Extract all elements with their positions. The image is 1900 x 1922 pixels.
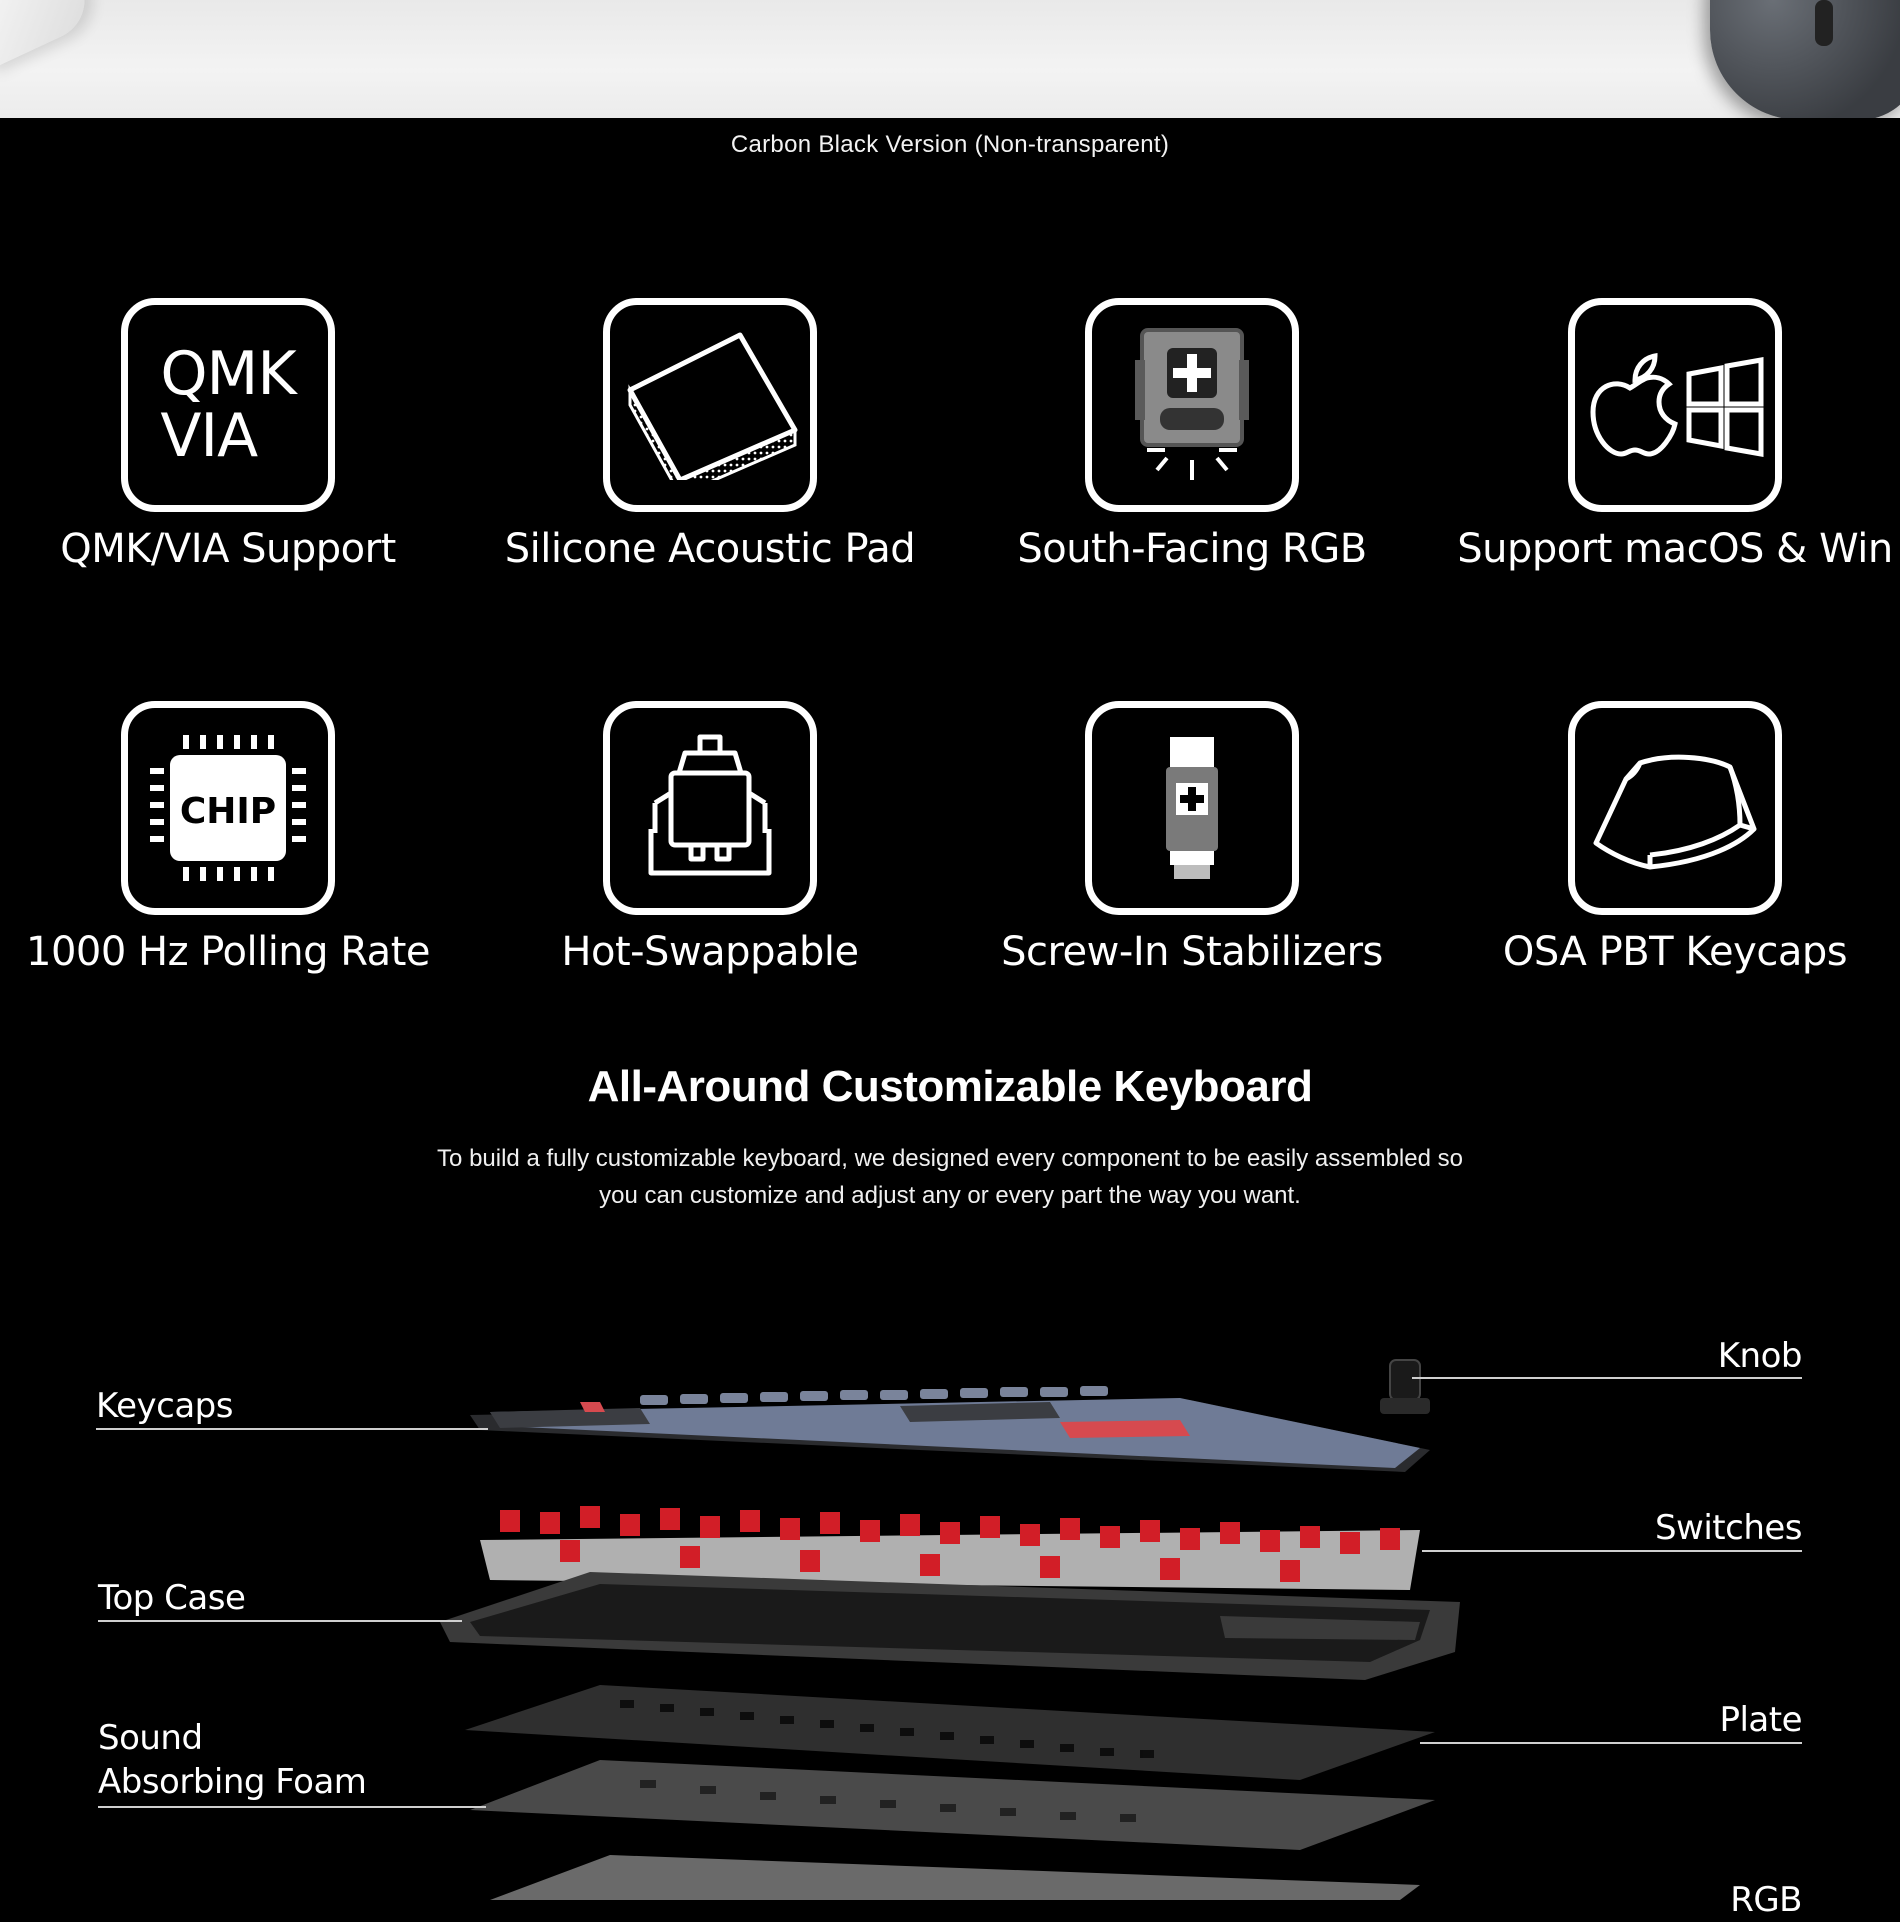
hero-image — [0, 0, 1900, 118]
label-knob: Knob — [1717, 1336, 1802, 1376]
leader-foam — [98, 1806, 486, 1808]
keycap-icon — [1568, 701, 1782, 915]
keycaps-layer — [470, 1360, 1430, 1472]
feature-label: 1000 Hz Polling Rate — [26, 929, 430, 975]
feature-label: QMK/VIA Support — [60, 526, 396, 572]
section-title: All-Around Customizable Keyboard — [587, 1062, 1313, 1111]
feature-label: Screw-In Stabilizers — [1001, 929, 1383, 975]
leader-plate — [1420, 1742, 1802, 1744]
via-icon-text: VIA — [160, 401, 258, 471]
feature-osa-keycaps — [1455, 701, 1895, 975]
leader-keycaps — [96, 1428, 488, 1430]
hero-product-corner — [0, 0, 98, 70]
feature-label: OSA PBT Keycaps — [1502, 929, 1848, 975]
pcb-layer — [490, 1855, 1420, 1900]
leader-knob — [1412, 1377, 1802, 1379]
label-top-case: Top Case — [98, 1578, 246, 1618]
hot-swap-switch-icon — [603, 701, 817, 915]
feature-polling-rate — [8, 701, 448, 975]
label-foam-line1: Sound — [98, 1718, 203, 1758]
qmk-icon-text: QMK — [160, 339, 296, 409]
feature-label: South-Facing RGB — [1017, 526, 1367, 572]
label-keycaps: Keycaps — [96, 1386, 233, 1426]
feature-label: Support macOS & Win — [1457, 526, 1893, 572]
label-rgb: RGB — [1730, 1880, 1802, 1920]
rgb-switch-icon — [1085, 298, 1299, 512]
leader-top-case — [98, 1620, 462, 1622]
chip-icon — [121, 701, 335, 915]
section-description: To build a fully customizable keyboard, we designed every component to be easily assembled so you can customize and adjust any or every part the way you want. — [437, 1145, 1463, 1209]
apple-icon — [1593, 356, 1675, 454]
feature-south-rgb — [972, 298, 1412, 572]
chip-icon-text: CHIP — [179, 791, 277, 832]
label-foam-line2: Absorbing Foam — [98, 1762, 367, 1802]
leader-switches — [1422, 1550, 1802, 1552]
label-foam — [98, 1716, 366, 1804]
label-switches: Switches — [1654, 1508, 1802, 1548]
label-plate: Plate — [1719, 1700, 1802, 1740]
macos-windows-icon — [1568, 298, 1782, 512]
stabilizer-icon — [1085, 701, 1299, 915]
windows-icon — [1689, 360, 1761, 454]
feature-qmk-via — [8, 298, 448, 572]
feature-hot-swappable — [490, 701, 930, 975]
feature-macos-win — [1455, 298, 1895, 572]
acoustic-pad-icon — [603, 298, 817, 512]
version-caption: Carbon Black Version (Non-transparent) — [730, 131, 1170, 158]
feature-stabilizers — [972, 701, 1412, 975]
hero-mouse-image — [1710, 0, 1900, 118]
feature-label: Silicone Acoustic Pad — [504, 526, 916, 572]
qmk-via-icon — [121, 298, 335, 512]
feature-acoustic-pad — [490, 298, 930, 572]
knob-shape — [1390, 1360, 1420, 1400]
feature-label: Hot-Swappable — [561, 929, 859, 975]
